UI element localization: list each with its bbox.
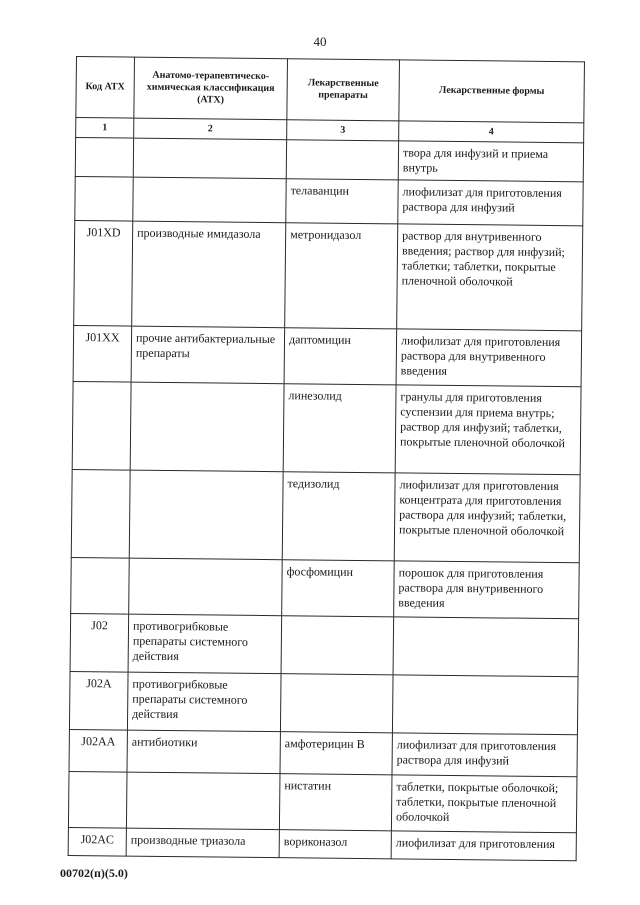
drug-cell: даптомицин <box>284 328 397 385</box>
atc-code-cell <box>75 138 133 178</box>
atc-code-cell <box>72 381 131 470</box>
classification-cell: прочие антибактериальные препараты <box>131 326 285 384</box>
dosage-forms-cell: лиофилизат для приготовления <box>391 831 576 861</box>
table-row <box>71 469 580 562</box>
atc-code-cell: J02A <box>69 671 128 730</box>
dosage-forms-cell: таблетки, покрытые оболочкой; таблетки, покрытые пленочной оболочкой <box>391 775 577 833</box>
atc-code-cell: J01XD <box>74 220 133 326</box>
document-code: 00702(п)(5.0) <box>60 866 128 880</box>
classification-cell <box>133 177 286 223</box>
atc-code-cell: J02AA <box>69 729 127 772</box>
dosage-forms-cell: раствор для внутривенного введения; раствор для инфузий; таблетки; таблетки, покрытые пленочной оболочкой <box>397 224 583 331</box>
header-dosage-forms: Лекарственные формы <box>399 60 585 123</box>
atc-code-cell <box>68 771 127 828</box>
column-number: 4 <box>399 121 584 143</box>
header-atc-classification: Анатомо-терапевтическо-химическая классификация (АТХ) <box>134 57 288 120</box>
atc-code-cell <box>71 557 130 614</box>
drug-cell: нистатин <box>279 774 392 831</box>
dosage-forms-cell: порошок для приготовления раствора для внутривенного введения <box>394 561 580 619</box>
classification-cell <box>126 772 280 830</box>
column-number: 2 <box>134 118 287 140</box>
page-number: 40 <box>313 34 327 49</box>
classification-cell: противогрибковые препараты системного действия <box>128 614 282 674</box>
table-row <box>71 557 580 618</box>
classification-cell <box>129 558 283 616</box>
atc-code-cell: J02 <box>70 613 129 672</box>
dosage-forms-cell: лиофилизат для приготовления концентрата для приготовления раствора для инфузий; таблетки, покрытые пленочной оболочкой <box>394 473 580 563</box>
classification-cell: антибиотики <box>127 730 280 774</box>
drug-cell: амфотерицин В <box>280 732 392 775</box>
drug-cell: тедизолид <box>282 472 395 561</box>
header-drugs: Лекарственные препараты <box>287 59 400 121</box>
dosage-forms-cell <box>392 675 578 735</box>
classification-cell: производные имидазола <box>132 221 286 328</box>
table-row <box>72 381 581 474</box>
atc-drug-table <box>68 56 585 861</box>
header-atc-code: Код АТХ <box>76 57 135 119</box>
table-row <box>73 325 582 386</box>
table-row <box>69 671 578 734</box>
table-row <box>75 138 583 182</box>
table-row <box>69 729 577 776</box>
dosage-forms-cell: гранулы для приготовления суспензии для приема внутрь; раствор для инфузий; таблетки, покрытые пленочной оболочкой <box>395 385 581 475</box>
table-row <box>75 176 583 225</box>
classification-cell: противогрибковые препараты системного действия <box>127 672 281 732</box>
dosage-forms-cell: лиофилизат для приготовления раствора для инфузий <box>392 733 577 777</box>
atc-code-cell <box>75 176 133 221</box>
atc-code-cell <box>71 469 130 558</box>
drug-cell <box>281 616 394 675</box>
table-row <box>68 827 576 860</box>
drug-cell: фосфомицин <box>282 560 395 617</box>
classification-cell <box>129 470 283 560</box>
column-number: 3 <box>287 120 399 141</box>
drug-cell: вориконазол <box>279 830 391 859</box>
table-row <box>74 220 583 330</box>
classification-cell: производные триазола <box>126 828 279 858</box>
atc-code-cell: J02AC <box>68 827 126 856</box>
dosage-forms-cell: твора для инфузий и приема внутрь <box>398 141 583 182</box>
drug-cell: телаванцин <box>286 179 398 224</box>
dosage-forms-cell <box>393 617 579 677</box>
drug-cell <box>280 674 393 733</box>
column-number: 1 <box>76 118 134 139</box>
drug-cell <box>286 140 398 180</box>
table-header-row <box>76 57 585 123</box>
dosage-forms-cell: лиофилизат для приготовления раствора для внутривенного введения <box>396 329 582 387</box>
atc-code-cell: J01XX <box>73 325 132 382</box>
dosage-forms-cell: лиофилизат для приготовления раствора для инфузий <box>398 180 583 226</box>
table-row <box>70 613 579 676</box>
drug-cell: линезолид <box>283 384 396 473</box>
table-row <box>68 771 577 832</box>
classification-cell <box>133 138 286 179</box>
classification-cell <box>130 382 284 472</box>
drug-cell: метронидазол <box>285 223 398 329</box>
